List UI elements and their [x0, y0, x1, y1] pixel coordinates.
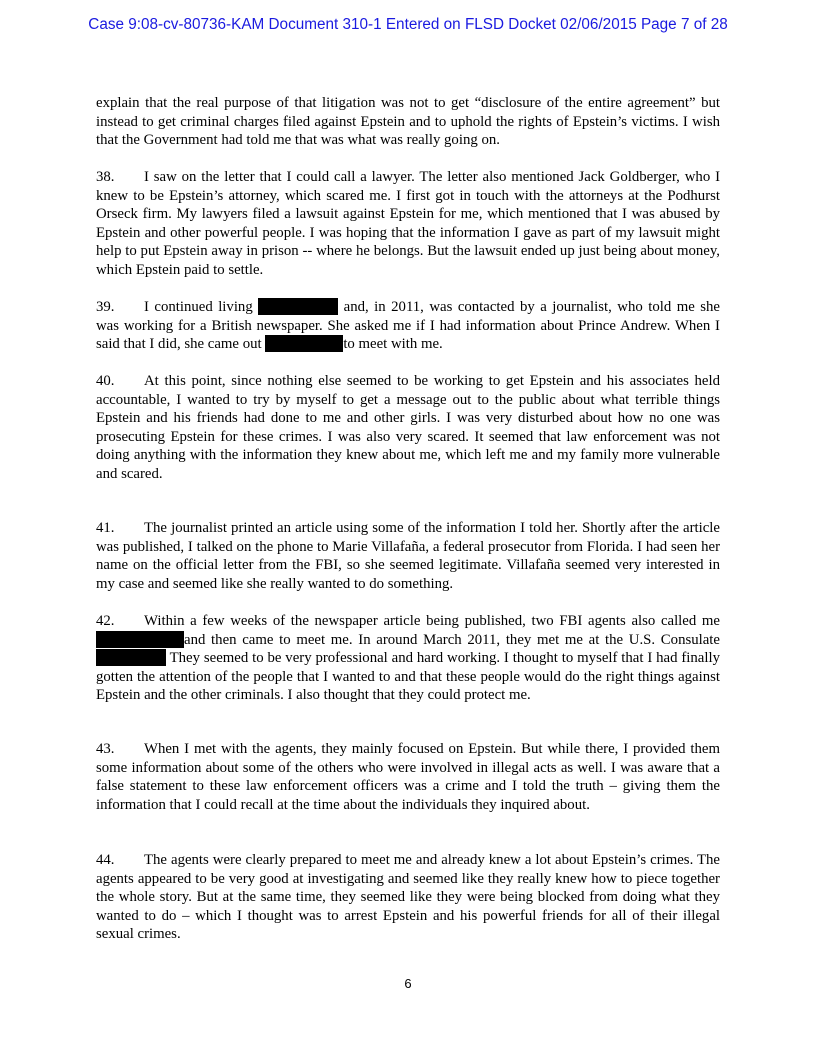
paragraph-number: 39. [96, 299, 115, 315]
paragraph-39 [96, 298, 720, 354]
paragraph-text: to meet with me. [343, 336, 443, 353]
page-number: 6 [404, 976, 412, 991]
paragraph-number: 42. [96, 613, 115, 629]
paragraph-44 [96, 851, 720, 944]
paragraph-continued [96, 94, 720, 150]
paragraph-text: They seemed to be very professional and hard working. I thought to myself that I had finally gotten the attention of the people that I wanted to and that these people would do the right things against Epstein and the other criminals. I also thought that they could protect me. [96, 650, 720, 704]
paragraph-text: I continued living [144, 299, 259, 315]
redaction-box [96, 631, 184, 648]
paragraph-text: and, in 2011, was contacted by a journalist, who told me she was working for a British newspaper. She asked me if I had information about Prince Andrew. When I said that I did, she came out [96, 299, 720, 353]
paragraph-text: The agents were clearly prepared to meet me and already knew a lot about Epstein’s crimes. The agents appeared to be very good at investigating and seemed like they really knew how to piece together the whole story. But at the same time, they seemed like they were being blocked from doing what they wanted to do – which I thought was to arrest Epstein and his powerful friends for all of their illegal sexual crimes. [96, 852, 720, 943]
paragraph-text: explain that the real purpose of that litigation was not to get “disclosure of the entire agreement” but instead to get criminal charges filed against Epstein and to uphold the rights of Epstein’s victims. I wish that the Government had told me that was what was really going on. [96, 95, 720, 149]
paragraph-number: 44. [96, 852, 115, 868]
redaction-box [258, 298, 338, 315]
paragraph-43 [96, 740, 720, 814]
redaction-box [265, 335, 343, 352]
paragraph-text: Within a few weeks of the newspaper article being published, two FBI agents also called me [144, 613, 720, 629]
paragraph-40 [96, 372, 720, 484]
paragraph-text: and then came to meet me. In around March 2011, they met me at the U.S. Consulate [184, 631, 720, 648]
paragraph-text: The journalist printed an article using some of the information I told her. Shortly after the article was published, I talked on the phone to Marie Villafaña, a federal prosecutor from Florida. I had seen her name on the official letter from the FBI, so she seemed legitimate. Villafaña seemed very interested in my case and seemed like she really wanted to do something. [96, 520, 720, 592]
paragraph-text: At this point, since nothing else seemed to be working to get Epstein and his associates held accountable, I wanted to try by myself to get a message out to the public about what terrible things Epstein and his friends had done to me and other girls. I was very disturbed about how no one was prosecuting Epstein for these crimes. I was also very scared. It seemed that law enforcement was not doing anything with the information they knew about me, which left me and my family more vulnerable and scared. [96, 373, 720, 482]
paragraph-42 [96, 612, 720, 705]
paragraph-38 [96, 168, 720, 280]
paragraph-number: 41. [96, 520, 115, 536]
paragraph-text: When I met with the agents, they mainly focused on Epstein. But while there, I provided them some information about some of the others who were involved in illegal acts as well. I was aware that a false statement to these law enforcement officers was a crime and I told the truth – giving them the information that I could recall at the time about the individuals they inquired about. [96, 741, 720, 813]
paragraph-number: 38. [96, 169, 115, 185]
paragraph-text: I saw on the letter that I could call a lawyer. The letter also mentioned Jack Goldberger, who I knew to be Epstein’s attorney, which scared me. I first got in touch with the attorneys at the Podhurst Orseck firm. My lawyers filed a lawsuit against Epstein for me, which mentioned that I was abused by Epstein and other powerful people. I was hoping that the information I gave as part of my lawsuit might help to put Epstein away in prison -- where he belongs. But the lawsuit ended up just being about money, which Epstein paid to settle. [96, 169, 720, 278]
docket-header: Case 9:08-cv-80736-KAM Document 310-1 Entered on FLSD Docket 02/06/2015 Page 7 of 28 [88, 16, 728, 33]
redaction-box [96, 649, 166, 666]
paragraph-number: 43. [96, 741, 115, 757]
paragraph-41 [96, 519, 720, 593]
paragraph-number: 40. [96, 373, 115, 389]
